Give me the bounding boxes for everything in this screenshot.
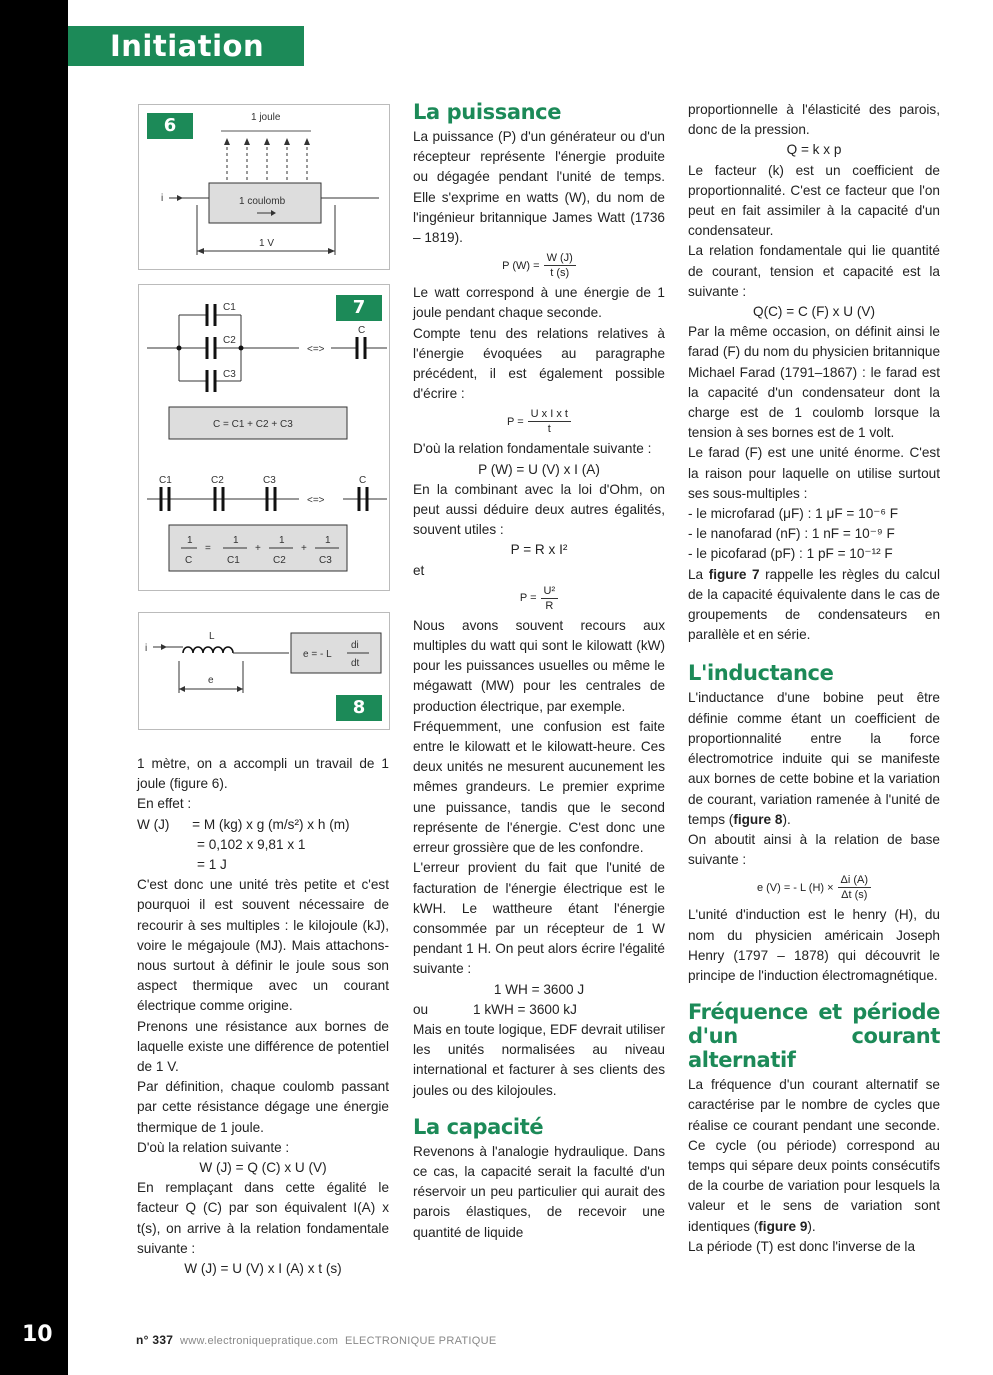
formula-numerator: U² xyxy=(541,584,559,599)
list-item: - le microfarad (μF) : 1 μF = 10⁻⁶ F xyxy=(688,506,899,522)
equation: P (W) = U (V) x I (A) xyxy=(478,461,600,477)
formula-denominator: R xyxy=(545,599,554,612)
frac-4-den: C3 xyxy=(319,555,332,566)
label-c-series: C xyxy=(359,475,367,486)
frac-1-num: 1 xyxy=(187,535,193,546)
paragraph: Par définition, chaque coulomb passant par cette résistance dégage une énergie thermique de 1 joule. xyxy=(137,1079,389,1135)
eq-sign: = xyxy=(205,543,211,554)
label-i: i xyxy=(161,193,164,204)
figure-7-diagram xyxy=(139,285,389,590)
figure-number-badge: 6 xyxy=(147,113,193,139)
label-c3-series: C3 xyxy=(263,475,276,486)
frac-1-den: C xyxy=(185,555,193,566)
equation: W (J) = M (kg) x g (m/s²) x h (m) xyxy=(137,816,350,832)
figure-8 xyxy=(138,612,390,730)
figure-number-badge: 8 xyxy=(336,695,382,721)
paragraph: La période (T) est donc l'inverse de la xyxy=(688,1238,916,1254)
formula-power-uit xyxy=(413,407,665,436)
heading-inductance: L'inductance xyxy=(688,661,834,686)
plus-1: + xyxy=(255,543,261,554)
text-run: La xyxy=(688,566,709,582)
equation: W (J) = U (V) x I (A) x t (s) xyxy=(184,1261,342,1277)
paragraph: Mais en toute logique, EDF devrait utiliser les unités normalisées au niveau international et facturer à ses clients des joules ou des kilojoules. xyxy=(413,1021,665,1098)
formula-left: P = xyxy=(507,415,524,428)
formula-numerator: W (J) xyxy=(544,251,576,266)
label-c2: C2 xyxy=(223,335,236,346)
formula-left: P = xyxy=(519,592,537,605)
label-c3: C3 xyxy=(223,369,236,380)
paragraph: On aboutit ainsi à la relation de base suivante : xyxy=(688,831,940,868)
figure-ref: figure 8 xyxy=(733,811,783,827)
footer xyxy=(136,1333,497,1347)
text-run: L'inductance d'une bobine peut être définie comme étant un coefficient de proportionnalité entre la force électromotrice induite qui se manifeste aux bornes de cette bobine et la variation de courant, variation ramenée à l'unité de temps ( xyxy=(688,690,940,827)
paragraph: D'où la relation suivante : xyxy=(137,1139,290,1155)
label-e: e xyxy=(208,675,214,686)
paragraph: Prenons une résistance aux bornes de laquelle existe une différence de potentiel de 1 V. xyxy=(137,1018,389,1075)
formula-power-ur xyxy=(413,584,665,613)
label-c1: C1 xyxy=(223,302,236,313)
paragraph xyxy=(688,1075,940,1237)
text-run: rappelle les règles du calcul de la capacité équivalente dans le cas de groupements de condensateurs en parallèle et en série. xyxy=(688,566,941,643)
label-l: L xyxy=(209,631,215,642)
label-sum: C = C1 + C2 + C3 xyxy=(213,419,293,430)
paragraph: C'est donc une unité très petite et c'est pourquoi il est souvent nécessaire de recourir à ses multiples : le kilojoule (kJ), voire le mégajoule (MJ). Mais attachons-nous surtout à définir le joule sous son aspect thermique avec un courant électrique comme origine. xyxy=(137,877,389,1014)
equation: W (J) = Q (C) x U (V) xyxy=(199,1160,327,1176)
column-3 xyxy=(688,100,940,1257)
heading-puissance: La puissance xyxy=(413,100,562,124)
paragraph: La puissance (P) d'un générateur ou d'un récepteur représente l'énergie produite ou dégagée pendant l'unité de temps. Elle s'exprime en watts (W), du nom de l'ingénieur britannique James Watt (1736 – 1819). xyxy=(413,129,665,246)
heading-frequence: Fréquence et période d'un courant alternatif xyxy=(688,1000,940,1073)
formula-left: e = - L xyxy=(303,649,332,660)
label-equiv-2: <=> xyxy=(307,495,325,506)
paragraph: La relation fondamentale qui lie quantité de courant, tension et capacité est la suivante : xyxy=(688,243,940,299)
frac-4-num: 1 xyxy=(325,535,331,546)
paragraph: et xyxy=(413,562,425,578)
formula-denominator: t xyxy=(547,423,551,436)
heading-capacite: La capacité xyxy=(413,1114,544,1139)
equation: = 1 J xyxy=(197,857,227,873)
text-run: ). xyxy=(807,1218,816,1234)
formula-power-energy xyxy=(413,251,665,280)
label-1-joule: 1 joule xyxy=(251,112,281,123)
equation: = 0,102 x 9,81 x 1 xyxy=(197,836,306,852)
paragraph: Compte tenu des relations relatives à l'énergie évoquées au paragraphe précédent, il est également possible d'écrire : xyxy=(413,325,665,402)
frac-3-den: C2 xyxy=(273,555,286,566)
paragraph: Fréquemment, une confusion est faite entre le kilowatt et le kilowatt-heure. Ces deux unités ne mesurent aucunement les mêmes grandeurs. Le premier exprime une puissance, tandis que le second représente de l'énergie. C'est donc une erreur grossière que de les confondre. xyxy=(413,718,665,856)
figure-7 xyxy=(138,284,390,591)
equation: Q(C) = C (F) x U (V) xyxy=(753,304,875,320)
formula-left: P (W) = xyxy=(502,259,540,272)
text-run: La fréquence d'un courant alternatif se caractérise par le nombre de cycles que réalise ce courant pendant une seconde. Ce cycle (ou période) correspond au temps qui sépare deux points consécutifs de la courbe de variation pour lesquels la valeur et le sens de variation sont identiques ( xyxy=(688,1077,940,1234)
column-1 xyxy=(137,754,389,1279)
paragraph: Le farad (F) est une unité énorme. C'est la raison pour laquelle on utilise surtout ses sous-multiples : xyxy=(688,445,940,501)
formula-numerator: Δi (A) xyxy=(838,873,872,888)
frac-2-den: C1 xyxy=(227,555,240,566)
paragraph xyxy=(688,565,940,646)
paragraph: En la combinant avec la loi d'Ohm, on peut aussi déduire deux autres égalités, souvent utiles : xyxy=(413,481,665,538)
paragraph xyxy=(688,688,940,829)
paragraph: Revenons à l'analogie hydraulique. Dans ce cas, la capacité serait la faculté d'un réservoir un peu particulier qui aurait des parois élastiques, de recevoir une quantité de liquide xyxy=(413,1143,665,1240)
formula-di: di xyxy=(351,640,359,651)
plus-2: + xyxy=(301,543,307,554)
footer-site: www.electroniquepratique.com xyxy=(180,1335,339,1347)
equation: 1 WH = 3600 J xyxy=(493,981,585,997)
formula-inductance xyxy=(688,873,940,902)
paragraph: En remplaçant dans cette égalité le facteur Q (C) par son équivalent I(A) x t(s), on arrive à la relation fondamentale suivante : xyxy=(137,1180,389,1256)
figure-6 xyxy=(138,104,390,270)
list-item: - le nanofarad (nF) : 1 nF = 10⁻⁹ F xyxy=(688,526,895,542)
label-1-coulomb: 1 coulomb xyxy=(239,196,286,207)
paragraph: D'où la relation fondamentale suivante : xyxy=(413,441,652,457)
list-item: - le picofarad (pF) : 1 pF = 10⁻¹² F xyxy=(688,546,893,562)
label-c: C xyxy=(358,325,366,336)
figure-ref: figure 7 xyxy=(708,566,760,582)
equation-kwh: 1 kWH = 3600 kJ xyxy=(473,1001,577,1017)
issue-number: n° 337 xyxy=(136,1333,174,1347)
formula-left: e (V) = - L (H) × xyxy=(756,881,834,894)
equation: Q = k x p xyxy=(786,142,842,158)
text-run: ). xyxy=(782,811,791,827)
formula-dt: dt xyxy=(351,658,360,669)
figure-ref: figure 9 xyxy=(758,1218,808,1234)
page-number: 10 xyxy=(22,1322,53,1347)
figure-number-badge: 7 xyxy=(336,295,382,321)
label-c1-series: C1 xyxy=(159,475,172,486)
formula-denominator: Δt (s) xyxy=(841,889,868,902)
formula-numerator: U x I x t xyxy=(528,407,571,422)
left-margin-bar xyxy=(0,0,68,1375)
paragraph: Par la même occasion, on définit ainsi le farad (F) du nom du physicien britannique Michael Farad (1791–1867) : le farad est la capacité d'un condensateur dont la charge est de 1 coulomb lorsque la tension à ses bornes est de 1 volt. xyxy=(688,324,940,441)
section-header: Initiation xyxy=(68,26,304,66)
label-i: i xyxy=(145,643,148,654)
paragraph: Le watt correspond à une énergie de 1 joule pendant chaque seconde. xyxy=(413,285,665,321)
column-2 xyxy=(413,100,665,1243)
equation-ou: ou xyxy=(413,1001,429,1017)
equation xyxy=(413,1000,665,1020)
label-equiv: <=> xyxy=(307,344,325,355)
label-1-volt: 1 V xyxy=(259,238,275,249)
formula-denominator: t (s) xyxy=(550,267,570,280)
label-c2-series: C2 xyxy=(211,475,224,486)
frac-3-num: 1 xyxy=(279,535,285,546)
paragraph: L'unité d'induction est le henry (H), du nom du physicien américain Joseph Henry (1797 – 1878) qui découvrit le principe de l'induction électromagnétique. xyxy=(688,907,940,983)
footer-magazine: ELECTRONIQUE PRATIQUE xyxy=(344,1335,497,1347)
frac-2-num: 1 xyxy=(233,535,239,546)
equation: P = R x I² xyxy=(510,542,568,558)
paragraph: proportionnelle à l'élasticité des parois, donc de la pression. xyxy=(688,102,940,138)
paragraph: Le facteur (k) est un coefficient de proportionnalité. C'est ce facteur que l'on peut en fait assimiler à la capacité d'un condensateur. xyxy=(688,162,940,239)
paragraph: En effet : xyxy=(137,796,192,812)
paragraph: L'erreur provient du fait que l'unité de facturation de l'énergie électrique est le kWH. Le wattheure étant l'énergie consommée par un récepteur de 1 W pendant 1 H. On peut alors écrire l'égalité suivante : xyxy=(413,860,665,977)
paragraph: Nous avons souvent recours aux multiples du watt qui sont le kilowatt (kW) pour les puissances usuelles ou même le mégawatt (MW) pour les centrales de production électrique, par exemple. xyxy=(413,617,665,714)
paragraph: 1 mètre, on a accompli un travail de 1 joule (figure 6). xyxy=(137,756,389,792)
